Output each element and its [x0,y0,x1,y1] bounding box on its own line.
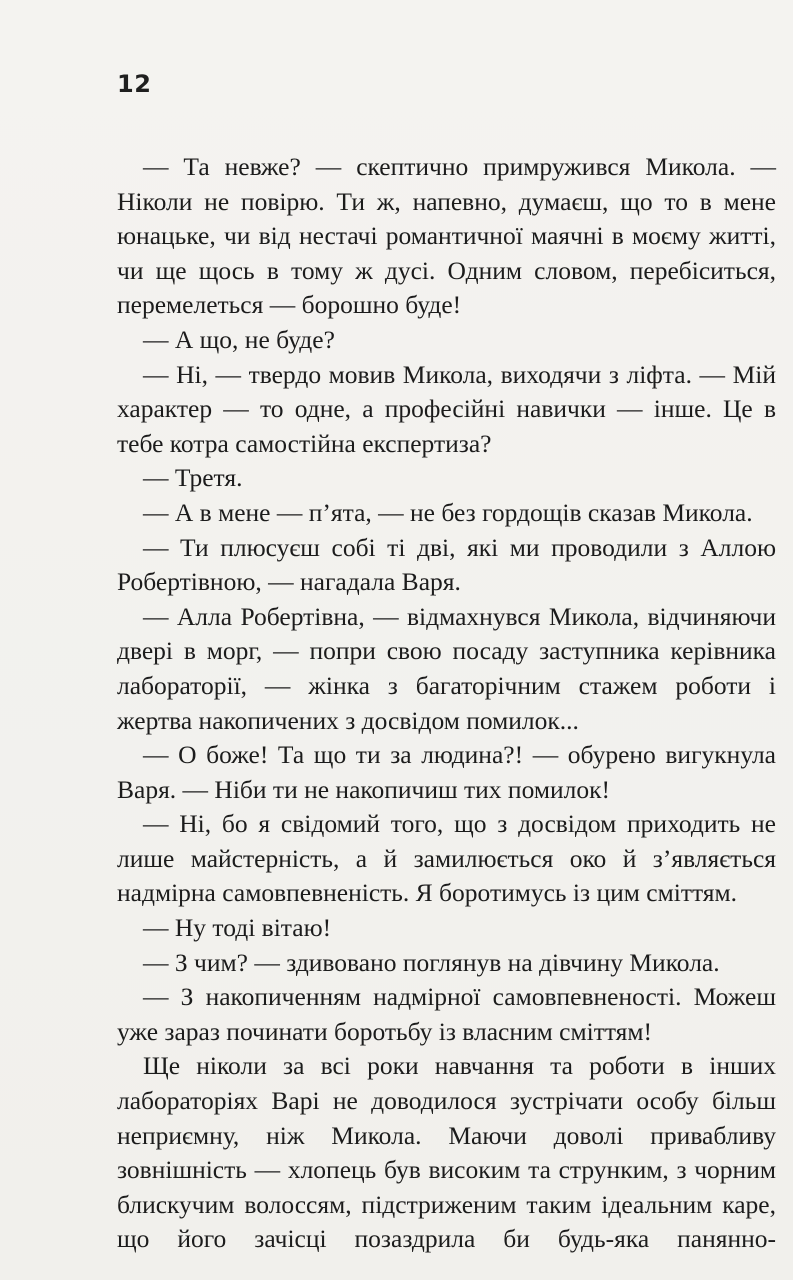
paragraph: — Ти плюсуєш собі ті дві, які ми проводили з Аллою Робертівною, — нагадала Варя. [117,532,776,597]
paragraph: — Ну тоді вітаю! [143,913,332,943]
paragraph: — З чим? — здивовано поглянув на дівчину Микола. [143,947,720,977]
page-number: 12 [117,70,152,98]
paragraph: — Та невже? — скептично примружився Микола. — Ніколи не повірю. Ти ж, напевно, думаєш, що то в мене юнацьке, чи від нестачі романтичної маячні в моєму житті, чи ще щось в тому ж дусі. Одним словом, перебіситься, перемелеться — борошно буде! [117,152,776,320]
paragraph: — Ні, бо я свідомий того, що з досвідом приходить не лише майстерність, а й замилюється око й з’являється надмірна самовпевненість. Я боротимусь із цим сміттям. [117,809,776,908]
paragraph: — Третя. [143,463,243,493]
paragraph: — А в мене — п’ята, — не без гордощів сказав Микола. [143,497,753,527]
paragraph: — З накопиченням надмірної самовпевненості. Можеш уже зараз починати боротьбу із власним сміттям! [117,982,776,1046]
body-text [117,150,776,1257]
paragraph: — А що, не буде? [143,324,335,354]
paragraph: Ще ніколи за всі роки навчання та роботи в інших лабораторіях Варі не доводилося зустрічати особу більш неприємну, ніж Микола. Маючи доволі привабливу зовнішність — хлопець був високим та струнким, з чорним блискучим волоссям, підстриженим таким ідеальним каре, що його зачісці позаздрила би будь-яка панянно- [117,1051,776,1254]
paragraph: — Ні, — твердо мовив Микола, виходячи з ліфта. — Мій характер — то одне, а професійні навички — інше. Це в тебе котра самостійна експертиза? [117,359,776,458]
paragraph: — Алла Робертівна, — відмахнувся Микола, відчиняючи двері в морг, — попри свою посаду заступника керівника лабораторії, — жінка з багаторічним стажем роботи і жертва накопичених з досвідом помилок... [117,601,776,735]
paragraph: — О боже! Та що ти за людина?! — обурено вигукнула Варя. — Ніби ти не накопичиш тих помилок! [117,740,776,804]
